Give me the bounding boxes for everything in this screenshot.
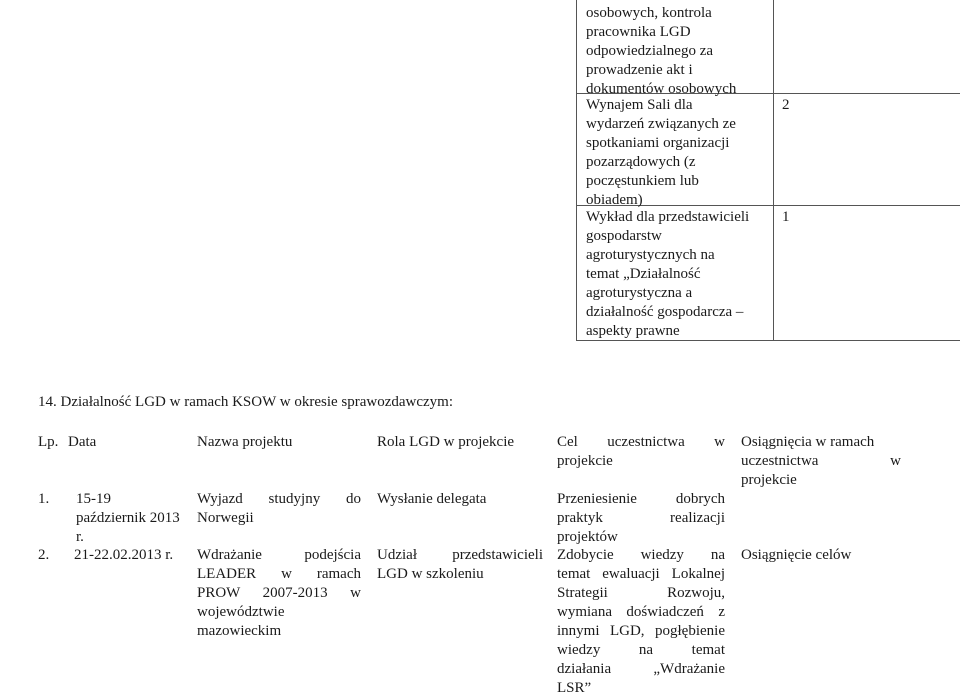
cell-line: odpowiedzialnego za bbox=[586, 43, 714, 59]
cell-line: 15-19 bbox=[76, 491, 111, 507]
cell-line: Wynajem Sali dla bbox=[586, 97, 693, 113]
row1-lp: 1. bbox=[38, 491, 50, 507]
cell-line: projekcie bbox=[557, 453, 613, 469]
cell-line: LGD w szkoleniu bbox=[377, 566, 484, 582]
cell-line: Norwegii bbox=[197, 510, 254, 526]
cell-line: temat ewaluacji Lokalnej bbox=[557, 566, 725, 582]
cell-line: temat „Działalność bbox=[586, 266, 701, 282]
cell-line: Zdobycie wiedzy na bbox=[557, 547, 725, 563]
cell-line: październik 2013 bbox=[76, 510, 180, 526]
cell-line: wiedzy na temat bbox=[557, 642, 725, 658]
cell-line: Wyjazd studyjny do bbox=[197, 491, 361, 507]
table-cell-activity bbox=[586, 96, 766, 210]
table-cell-activity bbox=[586, 208, 766, 341]
cell-line: Osiągnięcia w ramach bbox=[741, 434, 875, 450]
row1-cel bbox=[557, 490, 725, 547]
cell-line: projektów bbox=[557, 529, 618, 545]
row2-lp: 2. bbox=[38, 547, 50, 563]
cell-line: wydarzeń związanych ze bbox=[586, 116, 736, 132]
cell-line: działalność gospodarcza – bbox=[586, 304, 744, 320]
cell-line: Strategii Rozwoju, bbox=[557, 585, 725, 601]
cell-line: agroturystycznych na bbox=[586, 247, 715, 263]
upper-table bbox=[576, 0, 960, 341]
row1-data bbox=[68, 490, 186, 547]
table-cell-count: 2 bbox=[782, 97, 790, 113]
cell-line: poczęstunkiem lub bbox=[586, 173, 699, 189]
cell-line: praktyk realizacji bbox=[557, 510, 725, 526]
row2-cel bbox=[557, 546, 725, 698]
cell-line: LSR” bbox=[557, 680, 592, 696]
cell-line: Przeniesienie dobrych bbox=[557, 491, 725, 507]
cell-line: Cel uczestnictwa w bbox=[557, 434, 725, 450]
cell-line: osobowych, kontrola bbox=[586, 5, 712, 21]
section-heading: 14. Działalność LGD w ramach KSOW w okresie sprawozdawczym: bbox=[38, 394, 454, 410]
column-divider bbox=[773, 0, 774, 340]
cell-line: Wdrażanie podejścia bbox=[197, 547, 361, 563]
cell-line: LEADER w ramach bbox=[197, 566, 361, 582]
row2-rola bbox=[377, 546, 543, 584]
table-cell-count: 1 bbox=[782, 209, 790, 225]
row1-nazwa bbox=[197, 490, 361, 528]
cell-line: r. bbox=[76, 529, 84, 545]
cell-line: innymi LGD, pogłębienie bbox=[557, 623, 725, 639]
header-lp: Lp. bbox=[38, 434, 59, 450]
table-cell-activity bbox=[586, 4, 766, 99]
cell-line: agroturystyczna a bbox=[586, 285, 693, 301]
cell-line: PROW 2007-2013 w bbox=[197, 585, 361, 601]
row2-nazwa bbox=[197, 546, 361, 641]
cell-line: gospodarstw bbox=[586, 228, 662, 244]
cell-line: aspekty prawne bbox=[586, 323, 680, 339]
header-cel bbox=[557, 433, 725, 471]
row1-rola: Wysłanie delegata bbox=[377, 491, 487, 507]
header-rola: Rola LGD w projekcie bbox=[377, 434, 515, 450]
cell-line: obiadem) bbox=[586, 192, 643, 208]
header-data: Data bbox=[68, 434, 97, 450]
header-nazwa: Nazwa projektu bbox=[197, 434, 293, 450]
cell-line: uczestnictwa w bbox=[741, 453, 901, 469]
cell-line: wymiana doświadczeń z bbox=[557, 604, 725, 620]
cell-line: pozarządowych (z bbox=[586, 154, 696, 170]
cell-line: województwie bbox=[197, 604, 285, 620]
cell-line: Udział przedstawicieli bbox=[377, 547, 543, 563]
cell-line: prowadzenie akt i bbox=[586, 62, 693, 78]
cell-line: Wykład dla przedstawicieli bbox=[586, 209, 750, 225]
row2-osiagniecia: Osiągnięcie celów bbox=[741, 547, 852, 563]
cell-line: pracownika LGD bbox=[586, 24, 691, 40]
header-osiagniecia bbox=[741, 433, 901, 490]
cell-line: działania „Wdrażanie bbox=[557, 661, 725, 677]
cell-line: projekcie bbox=[741, 472, 797, 488]
cell-line: spotkaniami organizacji bbox=[586, 135, 730, 151]
cell-line: dokumentów osobowych bbox=[586, 81, 737, 97]
row2-data: 21-22.02.2013 r. bbox=[74, 547, 174, 563]
cell-line: mazowieckim bbox=[197, 623, 282, 639]
